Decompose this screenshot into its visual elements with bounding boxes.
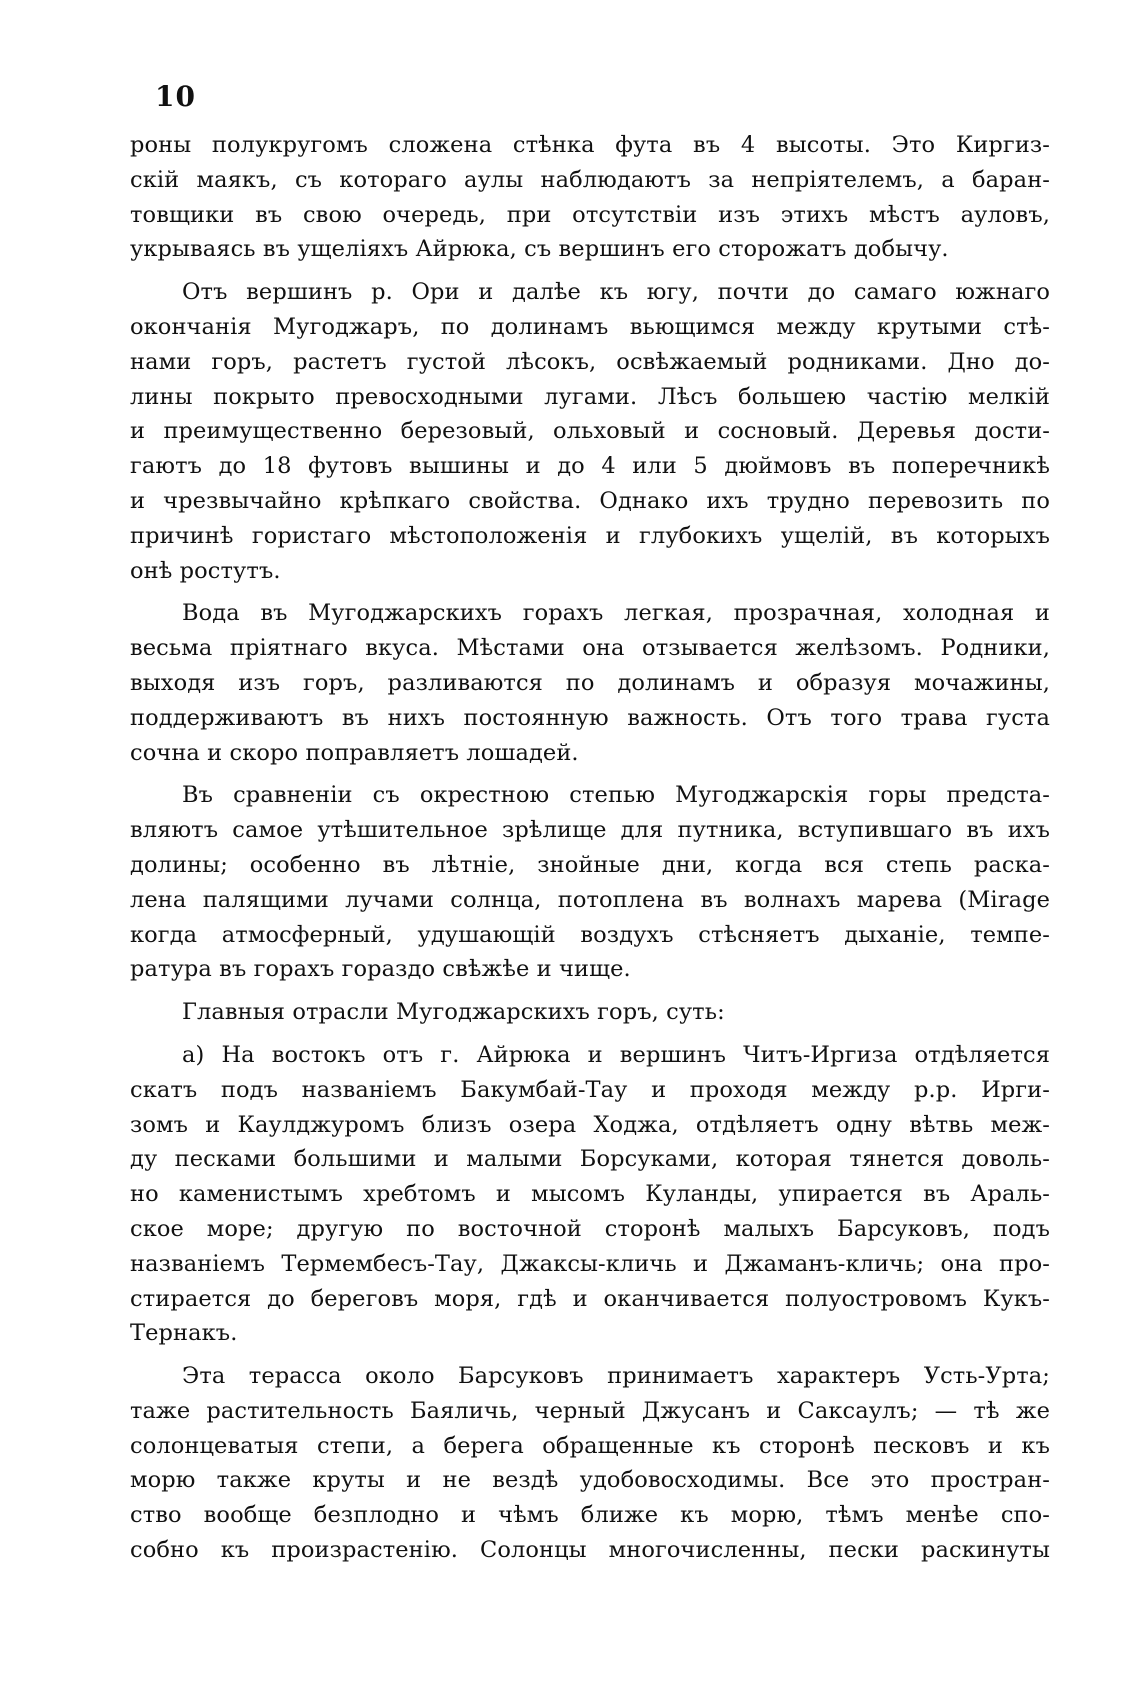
text-line: онѣ ростутъ. — [130, 557, 281, 584]
text-line: зомъ и Каулджуромъ близъ озера Ходжа, отдѣляетъ одну вѣтвь меж- — [130, 1111, 1050, 1138]
text-line: таже растительность Баяличь, черный Джусанъ и Саксаулъ; — тѣ же — [130, 1397, 1050, 1424]
text-line: когда атмосферный, удушающій воздухъ стѣсняетъ дыханіе, темпе- — [130, 921, 1050, 948]
text-line: лины покрыто превосходными лугами. Лѣсъ большею частію мелкій — [130, 383, 1050, 410]
text-line: и преимущественно березовый, ольховый и сосновый. Деревья дости- — [130, 418, 1050, 445]
text-line: скатъ подъ названіемъ Бакумбай-Тау и проходя между р.р. Ирги- — [130, 1076, 1050, 1103]
text-line: стирается до береговъ моря, гдѣ и оканчивается полуостровомъ Кукъ- — [130, 1285, 1050, 1312]
text-line: собно къ произрастенію. Солонцы многочисленны, пески раскинуты — [130, 1537, 1050, 1564]
text-line: вляютъ самое утѣшительное зрѣлище для путника, вступившаго въ ихъ — [130, 817, 1050, 844]
text-line: роны полукругомъ сложена стѣнка фута въ 4 высоты. Это Киргиз- — [130, 132, 1050, 158]
text-line: укрываясь въ ущеліяхъ Айрюка, съ вершинъ его сторожатъ добычу. — [130, 236, 949, 263]
text-line: поддерживаютъ въ нихъ постоянную важность. Отъ того трава густа — [130, 704, 1050, 731]
text-line: Отъ вершинъ р. Ори и далѣе къ югу, почти до самаго южнаго — [182, 279, 1050, 306]
text-line: и чрезвычайно крѣпкаго свойства. Однако ихъ трудно перевозить по — [130, 487, 1050, 514]
text-line: выходя изъ горъ, разливаются по долинамъ и образуя мочажины, — [130, 669, 1050, 696]
text-line: причинѣ гористаго мѣстоположенія и глубокихъ ущелій, въ которыхъ — [130, 522, 1050, 549]
text-line: ство вообще безплодно и чѣмъ ближе къ морю, тѣмъ менѣе спо- — [130, 1502, 1050, 1529]
text-line: ратура въ горахъ гораздо свѣжѣе и чище. — [130, 956, 631, 983]
text-line: но каменистымъ хребтомъ и мысомъ Куланды, упирается въ Араль- — [130, 1181, 1050, 1208]
text-line: окончанія Мугоджаръ, по долинамъ вьющимся между крутыми стѣ- — [130, 313, 1050, 340]
text-line: Вода въ Мугоджарскихъ горахъ легкая, прозрачная, холодная и — [182, 600, 1050, 627]
page-number: 10 — [155, 80, 196, 113]
text-line: товщики въ свою очередь, при отсутствіи изъ этихъ мѣстъ ауловъ, — [130, 201, 1050, 228]
text-line: весьма пріятнаго вкуса. Мѣстами она отзывается желѣзомъ. Родники, — [130, 635, 1050, 662]
text-line: морю также круты и не вездѣ удобовосходимы. Все это простран- — [130, 1467, 1050, 1494]
body-text — [130, 128, 1050, 1568]
text-line: скій маякъ, съ котораго аулы наблюдаютъ за непріятелемъ, а баран- — [130, 166, 1050, 193]
text-line: ское море; другую по восточной сторонѣ малыхъ Барсуковъ, подъ — [130, 1215, 1050, 1242]
text-line: гаютъ до 18 футовъ вышины и до 4 или 5 дюймовъ въ поперечникѣ — [130, 453, 1050, 480]
text-line: лена палящими лучами солнца, потоплена въ волнахъ марева (Mirage — [130, 886, 1050, 913]
text-line: Въ сравненіи съ окрестною степью Мугоджарскія горы предста- — [182, 782, 1050, 809]
text-line: названіемъ Термембесъ-Тау, Джаксы-кличь и Джаманъ-кличь; она про- — [130, 1250, 1050, 1277]
text-line: сочна и скоро поправляетъ лошадей. — [130, 739, 579, 766]
text-line: нами горъ, растетъ густой лѣсокъ, освѣжаемый родниками. Дно до- — [130, 348, 1050, 375]
text-line: Тернакъ. — [130, 1320, 238, 1347]
text-line: Эта терасса около Барсуковъ принимаетъ характеръ Усть-Урта; — [182, 1363, 1050, 1390]
text-line: ду песками большими и малыми Борсуками, которая тянется доволь- — [130, 1146, 1050, 1173]
text-line: долины; особенно въ лѣтніе, знойные дни, когда вся степь раска- — [130, 851, 1050, 878]
text-line: солонцеватыя степи, а берега обращенные къ сторонѣ песковъ и къ — [130, 1432, 1050, 1459]
text-line: Главныя отрасли Мугоджарскихъ горъ, суть: — [182, 999, 725, 1026]
text-line: а) На востокъ отъ г. Айрюка и вершинъ Читъ-Иргиза отдѣляется — [182, 1041, 1050, 1068]
